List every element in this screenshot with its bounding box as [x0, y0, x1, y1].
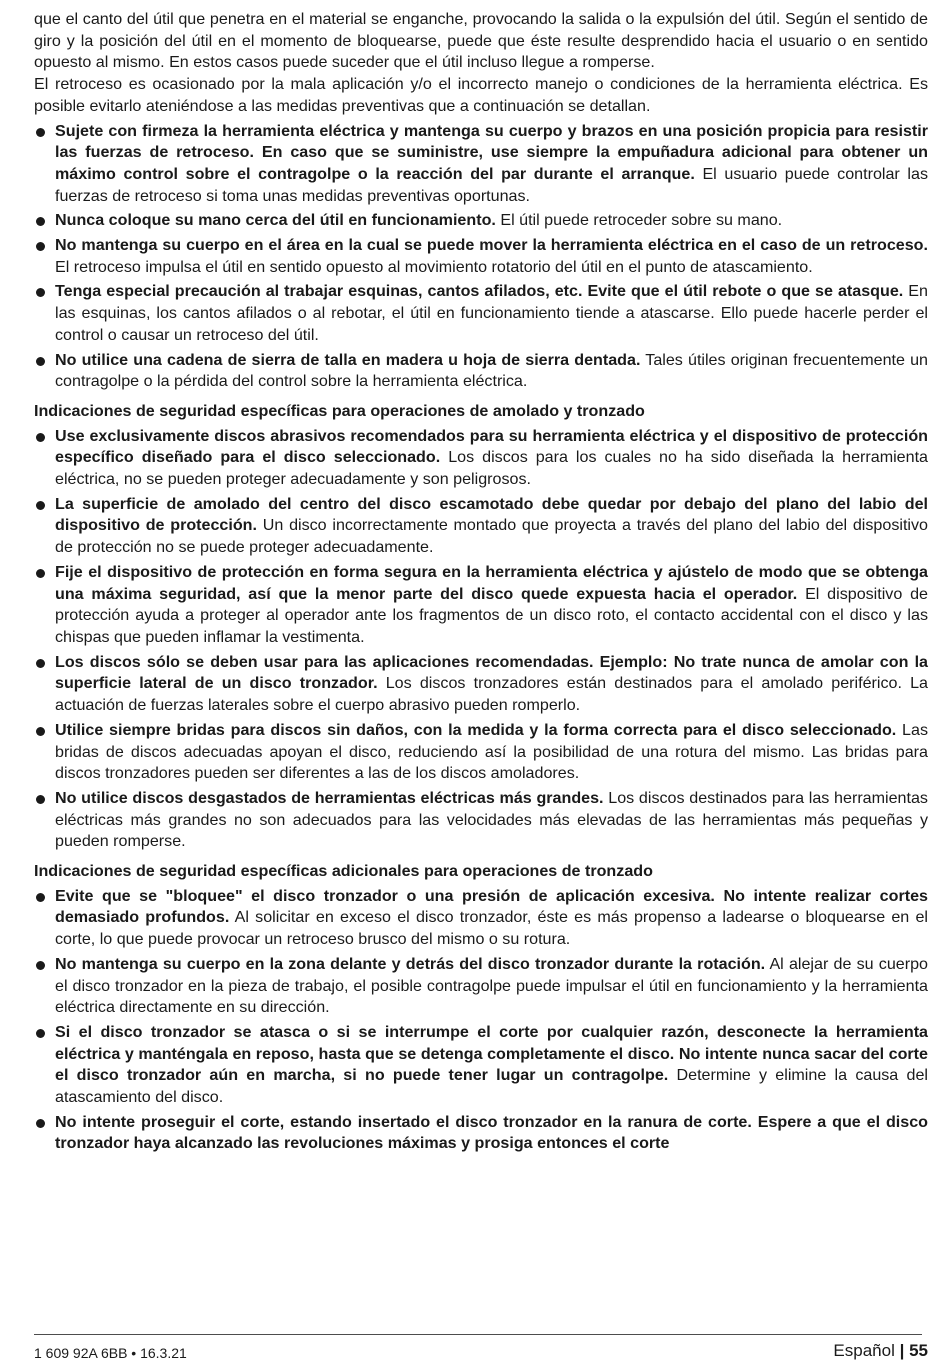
- cutting-list: [34, 886, 928, 1155]
- grinding-list: [34, 426, 928, 853]
- list-item: Evite que se "bloquee" el disco tronzador o una presión de aplicación excesiva. No intente realizar cortes demasiado profundos. Al solicitar en exceso el disco tronzador, éste es más propenso a ladearse o bloquearse en el corte, lo que puede provocar un retroceso brusco del mismo o su rotura.: [34, 886, 928, 951]
- list-item: No utilice una cadena de sierra de talla en madera u hoja de sierra dentada. Tales útiles originan frecuentemente un contragolpe o la pérdida del control sobre la herramienta eléctrica.: [34, 350, 928, 393]
- bullet-icon: [36, 501, 45, 510]
- page-body: [34, 9, 928, 1158]
- bullet-icon: [36, 1119, 45, 1128]
- list-item: No intente proseguir el corte, estando insertado el disco tronzador en la ranura de corte. Espere a que el disco tronzador haya alcanzado las revoluciones máximas y prosiga entonces el corte: [34, 1112, 928, 1155]
- list-item: Sujete con firmeza la herramienta eléctrica y mantenga su cuerpo y brazos en una posición propicia para resistir las fuerzas de retroceso. En caso que se suministre, use siempre la empuñadura adicional para obtener un máximo control sobre el contragolpe o la reacción del par durante el arranque. El usuario puede controlar las fuerzas de retroceso si toma unas medidas preventivas oportunas.: [34, 121, 928, 208]
- list-item: Los discos sólo se deben usar para las aplicaciones recomendadas. Ejemplo: No trate nunca de amolar con la superficie lateral de un disco tronzador. Los discos tronzadores están destinados para el amolado periférico. La actuación de fuerzas laterales sobre el cuerpo abrasivo pueden romperlo.: [34, 652, 928, 717]
- section-heading: Indicaciones de seguridad específicas adicionales para operaciones de tronzado: [34, 862, 653, 881]
- bullet-icon: [36, 961, 45, 970]
- list-item: No utilice discos desgastados de herramientas eléctricas más grandes. Los discos destinados para las herramientas eléctricas más grandes no son adecuados para las velocidades más elevadas de las herramientas más pequeñas y pueden romperse.: [34, 788, 928, 853]
- list-item: La superficie de amolado del centro del disco escamotado debe quedar por debajo del plano del labio del dispositivo de protección. Un disco incorrectamente montado que proyecta a través del plano del labio del dispositivo de protección no se puede proteger adecuadamente.: [34, 494, 928, 559]
- list-item: Nunca coloque su mano cerca del útil en funcionamiento. El útil puede retroceder sobre su mano.: [34, 210, 928, 232]
- list-item: Use exclusivamente discos abrasivos recomendados para su herramienta eléctrica y el dispositivo de protección específico diseñado para el disco seleccionado. Los discos para los cuales no ha sido diseñada la herramienta eléctrica, no se pueden proteger adecuadamente y son peligrosos.: [34, 426, 928, 491]
- list-item: Tenga especial precaución al trabajar esquinas, cantos afilados, etc. Evite que el útil rebote o que se atasque. En las esquinas, los cantos afilados o al rebotar, el útil en funcionamiento tiende a atascarse. Ello puede hacerle perder el control o causar un retroceso del útil.: [34, 281, 928, 346]
- list-item: Utilice siempre bridas para discos sin daños, con la medida y la forma correcta para el disco seleccionado. Las bridas de discos adecuadas apoyan el disco, reduciendo así la posibilidad de una rotura del mismo. Las bridas para discos tronzadores pueden ser diferentes a las de los discos amoladores.: [34, 720, 928, 785]
- footer-separator: |: [899, 1341, 905, 1360]
- bullet-icon: [36, 727, 45, 736]
- bullet-icon: [36, 357, 45, 366]
- intro-paragraph: El retroceso es ocasionado por la mala aplicación y/o el incorrecto manejo o condiciones de la herramienta eléctrica. Es posible evitarlo ateniéndose a las medidas preventivas que a continuación se detallan.: [34, 75, 928, 115]
- bullet-icon: [36, 659, 45, 668]
- bullet-icon: [36, 242, 45, 251]
- kickback-list: [34, 121, 928, 393]
- bullet-icon: [36, 433, 45, 442]
- bullet-icon: [36, 217, 45, 226]
- list-item: No mantenga su cuerpo en el área en la cual se puede mover la herramienta eléctrica en el caso de un retroceso. El retroceso impulsa el útil en sentido opuesto al movimiento rotatorio del útil en el punto de atascamiento.: [34, 235, 928, 278]
- bullet-icon: [36, 893, 45, 902]
- language-label: Español: [833, 1341, 895, 1360]
- list-item: No mantenga su cuerpo en la zona delante y detrás del disco tronzador durante la rotación. Al alejar de su cuerpo el disco tronzador en la pieza de trabajo, el posible contragolpe puede impulsar el útil en funcionamiento y la herramienta eléctrica directamente en su dirección.: [34, 954, 928, 1019]
- section-heading: Indicaciones de seguridad específicas para operaciones de amolado y tronzado: [34, 401, 645, 420]
- bullet-icon: [36, 128, 45, 137]
- footer-divider: [34, 1334, 922, 1335]
- bullet-icon: [36, 288, 45, 297]
- list-item: Fije el dispositivo de protección en forma segura en la herramienta eléctrica y ajústelo de modo que se obtenga una máxima seguridad, así que la menor parte del disco quede expuesta hacia el operador. El dispositivo de protección ayuda a proteger al operador ante los fragmentos de un disco roto, el contacto accidental con el disco y las chispas que pueden inflamar la vestimenta.: [34, 562, 928, 649]
- bullet-icon: [36, 1029, 45, 1038]
- document-code: 1 609 92A 6BB • 16.3.21: [34, 1345, 187, 1361]
- list-item: Si el disco tronzador se atasca o si se interrumpe el corte por cualquier razón, desconecte la herramienta eléctrica y manténgala en reposo, hasta que se detenga completamente el disco. No intente nunca sacar del corte el disco tronzador aún en marcha, si no puede tener lugar un contragolpe. Determine y elimine la causa del atascamiento del disco.: [34, 1022, 928, 1109]
- bullet-icon: [36, 795, 45, 804]
- page-number: 55: [909, 1341, 928, 1360]
- intro-paragraph: que el canto del útil que penetra en el material se enganche, provocando la salida o la expulsión del útil. Según el sentido de giro y la posición del útil en el momento de bloquearse, puede que éste resulte desprendido hacia el usuario o en sentido opuesto al mismo. En estos casos puede suceder que el útil incluso llegue a romperse.: [34, 10, 928, 72]
- bullet-icon: [36, 569, 45, 578]
- page-footer-label: [833, 1341, 928, 1361]
